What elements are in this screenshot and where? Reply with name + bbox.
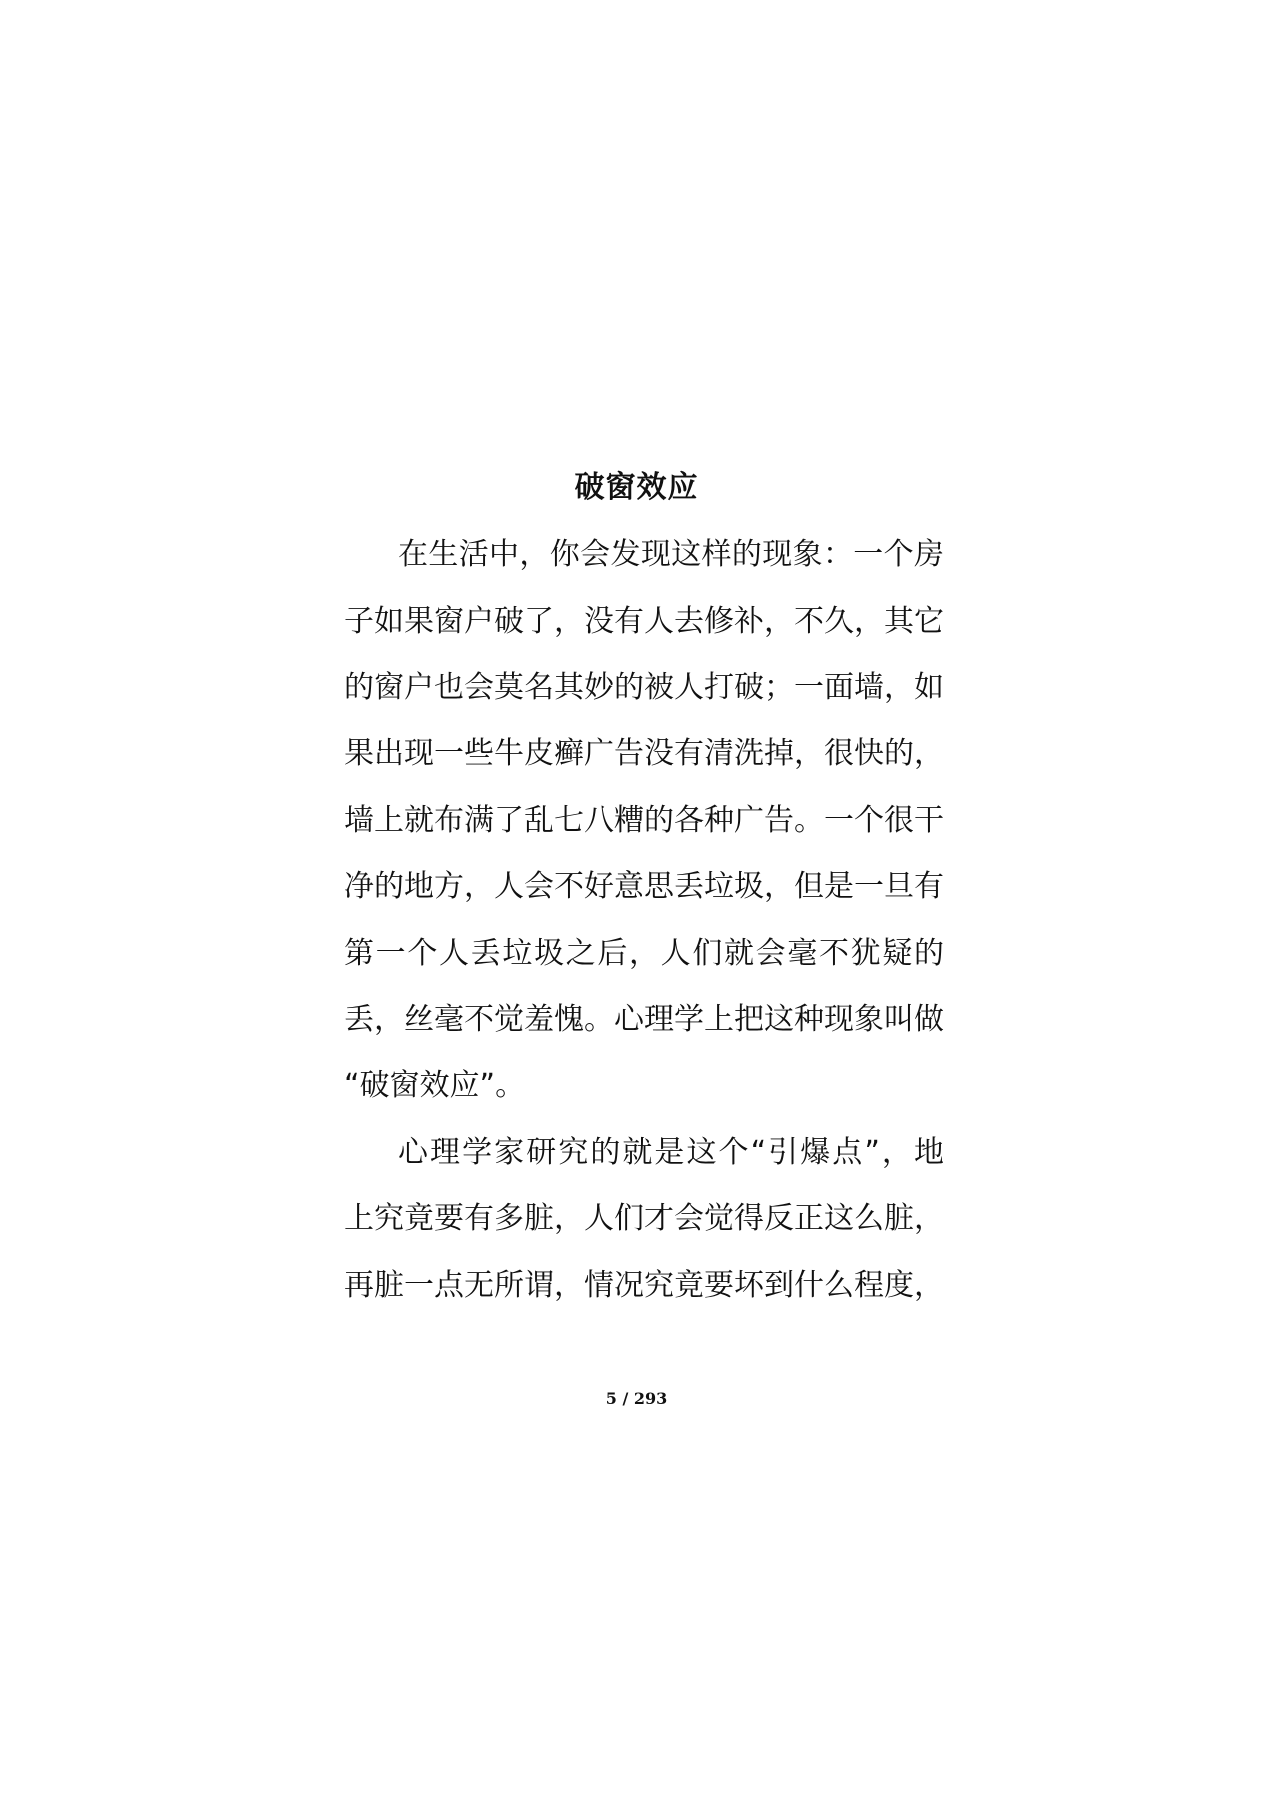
- paragraph-line: 果出现一些牛皮癣广告没有清洗掉，很快的，: [344, 736, 944, 771]
- paragraph-line: 的窗户也会莫名其妙的被人打破；一面墙，如: [344, 670, 944, 705]
- page-number: 5 / 293: [605, 1389, 668, 1408]
- paragraph-line: 净的地方，人会不好意思丢垃圾，但是一旦有: [344, 869, 944, 904]
- paragraph-line: 子如果窗户破了，没有人去修补，不久，其它: [344, 604, 944, 639]
- paragraph-line: 再脏一点无所谓，情况究竟要坏到什么程度，: [344, 1268, 944, 1303]
- paragraph-line: 在生活中，你会发现这样的现象：一个房: [398, 537, 944, 572]
- paragraph-line: 墙上就布满了乱七八糟的各种广告。一个很干: [344, 803, 944, 838]
- paragraph-line: 上究竟要有多脏，人们才会觉得反正这么脏，: [344, 1201, 944, 1236]
- paragraph-line: “破窗效应”。: [344, 1068, 526, 1103]
- paragraph-line: 丢，丝毫不觉羞愧。心理学上把这种现象叫做: [344, 1002, 944, 1037]
- document-title: 破窗效应: [574, 470, 699, 505]
- paragraph-line: 心理学家研究的就是这个“引爆点”，地: [398, 1135, 944, 1170]
- paragraph-line: 第一个人丢垃圾之后，人们就会毫不犹疑的: [344, 936, 944, 971]
